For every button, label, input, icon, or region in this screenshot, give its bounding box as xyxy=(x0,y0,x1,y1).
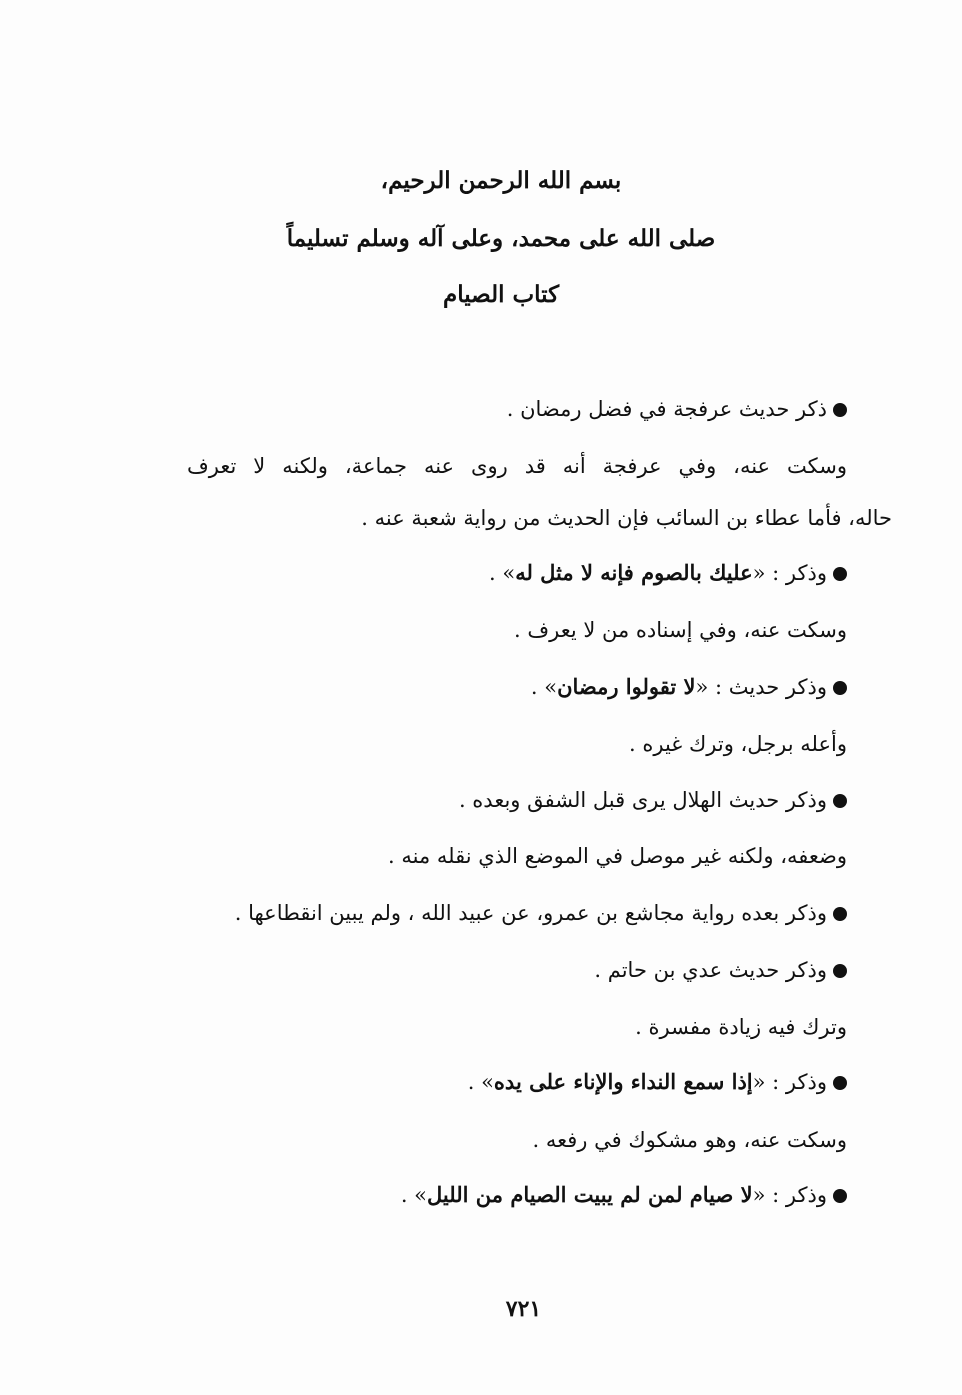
page-number: ٧٢١ xyxy=(505,1296,542,1322)
entry-text: وذكر حديث عدي بن حاتم . xyxy=(594,958,827,982)
entry-suffix: » . xyxy=(467,1070,494,1094)
entry-text: ذكر حديث عرفجة في فضل رمضان . xyxy=(506,397,827,421)
comment-line-2: وسكت عنه، وفي عرفجة أنه قد روى عنه جماعة، ولكنه لا تعرف xyxy=(187,454,847,478)
bullet-icon xyxy=(833,403,847,417)
bullet-icon xyxy=(833,907,847,921)
entry-suffix: » . xyxy=(530,675,558,699)
entry-suffix: » . xyxy=(400,1183,428,1207)
hadith-quote: لا تقولوا رمضان xyxy=(557,674,696,699)
bullet-icon xyxy=(833,681,847,695)
entry-prefix: وذكر : « xyxy=(752,1183,827,1207)
entry-prefix: وذكر : « xyxy=(752,1070,827,1094)
entry-line-8 xyxy=(459,784,847,816)
basmala-heading: بسم الله الرحمن الرحيم، xyxy=(380,167,622,194)
bullet-icon xyxy=(833,567,847,581)
chapter-title: كتاب الصيام xyxy=(442,281,560,308)
entry-line-4 xyxy=(489,557,847,589)
entry-line-6 xyxy=(531,671,847,703)
salawat-heading: صلى الله على محمد، وعلى آله وسلم تسليماً xyxy=(286,225,716,252)
bullet-icon xyxy=(833,1076,847,1090)
hadith-quote: عليك بالصوم فإنه لا مثل له xyxy=(515,560,753,585)
entry-line-11 xyxy=(594,954,847,986)
comment-line-5: وسكت عنه، وفي إسناده من لا يعرف . xyxy=(513,618,847,642)
entry-prefix: وذكر : « xyxy=(752,561,827,585)
hadith-quote: إذا سمع النداء والإناء على يده xyxy=(493,1069,753,1094)
entry-text: وذكر حديث الهلال يرى قبل الشفق وبعده . xyxy=(458,788,827,812)
comment-line-7: وأعله برجل، وترك غيره . xyxy=(629,732,847,756)
hadith-quote: لا صيام لمن لم يبيت الصيام من الليل xyxy=(427,1182,753,1207)
entry-line-10 xyxy=(235,897,847,929)
entry-line-1 xyxy=(507,393,847,425)
entry-prefix: وذكر حديث : « xyxy=(695,675,827,699)
entry-text: وذكر بعده رواية مجاشع بن عمرو، عن عبيد الله ، ولم يبين انقطاعها . xyxy=(234,901,827,925)
comment-line-14: وسكت عنه، وهو مشكوك في رفعه . xyxy=(532,1128,847,1152)
entry-line-13 xyxy=(468,1066,847,1098)
bullet-icon xyxy=(833,1189,847,1203)
comment-line-3: حاله، فأما عطاء بن السائب فإن الحديث من رواية شعبة عنه . xyxy=(361,506,892,530)
entry-suffix: » . xyxy=(488,561,516,585)
bullet-icon xyxy=(833,964,847,978)
bullet-icon xyxy=(833,794,847,808)
comment-line-9: وضعفه، ولكنه غير موصل في الموضع الذي نقله منه . xyxy=(388,844,847,868)
entry-line-15 xyxy=(401,1179,847,1211)
comment-line-12: وترك فيه زيادة مفسرة . xyxy=(635,1015,847,1039)
